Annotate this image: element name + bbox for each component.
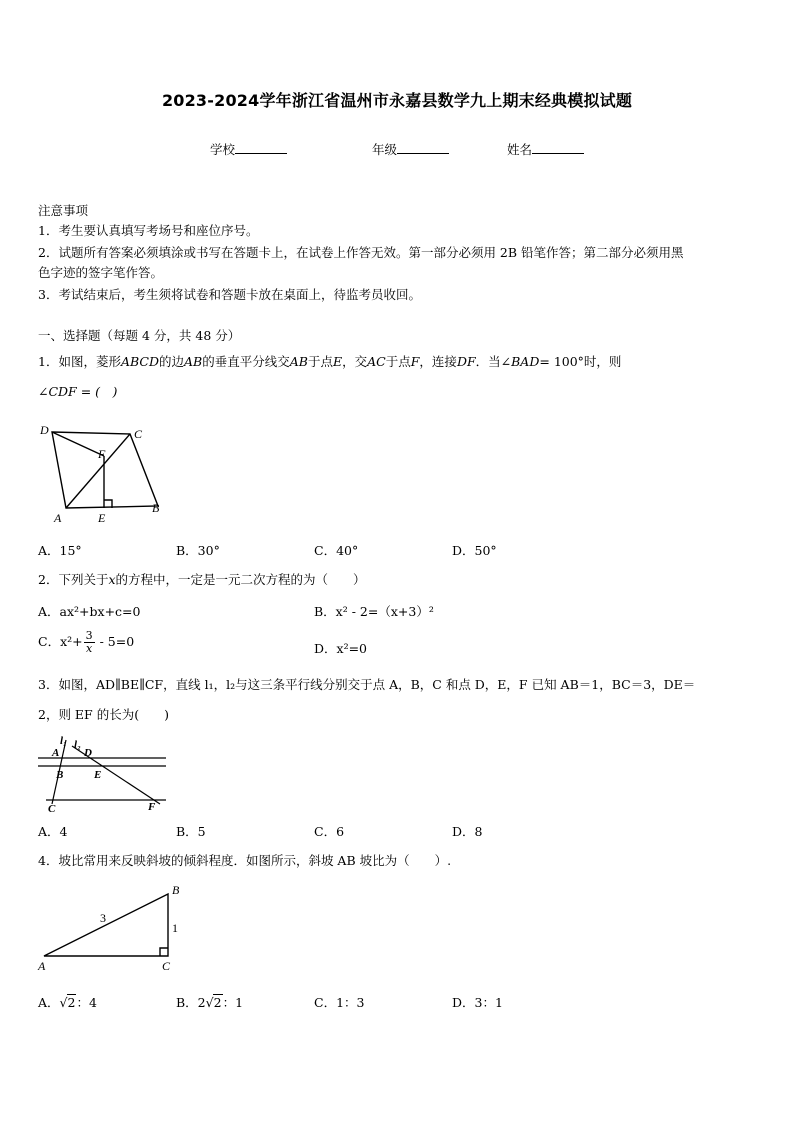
label-D: D — [84, 747, 92, 759]
q4-option-a[interactable]: A．√2：4 — [38, 995, 97, 1010]
label-A: A — [38, 959, 46, 973]
q1-stem-line2: ∠CDF = ( ) — [38, 384, 118, 399]
label-B: B — [152, 501, 160, 515]
label-side: 1 — [172, 921, 178, 935]
label-l1: l₁ — [60, 735, 67, 747]
label-hyp: 3 — [100, 911, 106, 925]
q3-option-a[interactable]: A．4 — [38, 824, 68, 839]
label-C: C — [134, 427, 143, 441]
q1-option-a[interactable]: A．15° — [38, 543, 82, 558]
name-blank[interactable] — [532, 141, 584, 154]
label-C: C — [48, 803, 56, 815]
label-l2: l₂ — [74, 739, 81, 751]
section-heading: 一、选择题（每题 4 分，共 48 分） — [38, 328, 241, 343]
school-blank[interactable] — [235, 141, 287, 154]
school-label: 学校 — [210, 142, 236, 157]
q3-parallel-lines-figure — [36, 732, 176, 816]
label-D: D — [40, 423, 49, 437]
label-C: C — [162, 959, 171, 973]
q2-option-a[interactable]: A．ax²+bx+c=0 — [38, 604, 141, 619]
notice-item: 3．考试结束后，考生须将试卷和答题卡放在桌面上，待监考员收回。 — [38, 287, 421, 302]
q4-option-b[interactable]: B．2√2：1 — [176, 995, 244, 1010]
q4-option-c[interactable]: C．1：3 — [314, 995, 365, 1010]
q3-option-b[interactable]: B．5 — [176, 824, 206, 839]
label-F: F — [98, 447, 106, 461]
q2-option-c[interactable]: C．x²+ $\frac{3}{x}$ - 5=0 — [38, 629, 135, 655]
q2-option-b[interactable]: B．x² - 2=（x+3）² — [314, 604, 434, 619]
page-title: 2023-2024学年浙江省温州市永嘉县数学九上期末经典模拟试题 — [161, 91, 633, 110]
q2-option-d[interactable]: D．x²=0 — [314, 641, 368, 656]
q2-stem: 2．下列关于x的方程中，一定是一元二次方程的为（ ） — [38, 572, 366, 587]
notice-item: 1．考生要认真填写考场号和座位序号。 — [38, 223, 259, 238]
label-B: B — [56, 769, 64, 781]
label-E: E — [94, 769, 102, 781]
name-field — [507, 140, 584, 158]
notice-heading: 注意事项 — [38, 203, 89, 218]
q3-option-c[interactable]: C．6 — [314, 824, 345, 839]
grade-label: 年级 — [372, 142, 398, 157]
label-A: A — [52, 747, 60, 759]
notice-item: 2．试题所有答案必须填涂或书写在答题卡上，在试卷上作答无效。第一部分必须用 2B 铅笔作答；第二部分必须用黑 — [38, 245, 684, 260]
q4-stem: 4．坡比常用来反映斜坡的倾斜程度．如图所示，斜坡 AB 坡比为（ ）. — [38, 853, 452, 868]
q4-slope-triangle-figure — [36, 880, 196, 976]
notice-item: 色字迹的签字笔作答。 — [38, 265, 164, 280]
label-F: F — [148, 801, 156, 813]
q3-option-d[interactable]: D．8 — [452, 824, 483, 839]
q3-stem-line2: 2，则 EF 的长为( ) — [38, 707, 169, 722]
name-label: 姓名 — [507, 142, 533, 157]
q1-option-b[interactable]: B．30° — [176, 543, 220, 558]
q4-option-d[interactable]: D．3：1 — [452, 995, 503, 1010]
q1-option-c[interactable]: C．40° — [314, 543, 359, 558]
q1-option-d[interactable]: D．50° — [452, 543, 497, 558]
label-B: B — [172, 883, 180, 897]
grade-field — [372, 140, 449, 158]
grade-blank[interactable] — [397, 141, 449, 154]
q1-stem-line1: 1．如图，菱形ABCD的边AB的垂直平分线交AB于点E，交AC于点F，连接DF．当∠BAD= 100°时，则 — [38, 354, 622, 369]
label-E: E — [98, 511, 106, 525]
q1-rhombus-figure — [38, 420, 178, 530]
label-A: A — [54, 511, 62, 525]
school-field — [210, 140, 287, 158]
q3-stem-line1: 3．如图，AD∥BE∥CF，直线 l₁，l₂与这三条平行线分别交于点 A，B，C 和点 D，E，F 已知 AB＝1，BC＝3，DE＝ — [38, 677, 696, 692]
